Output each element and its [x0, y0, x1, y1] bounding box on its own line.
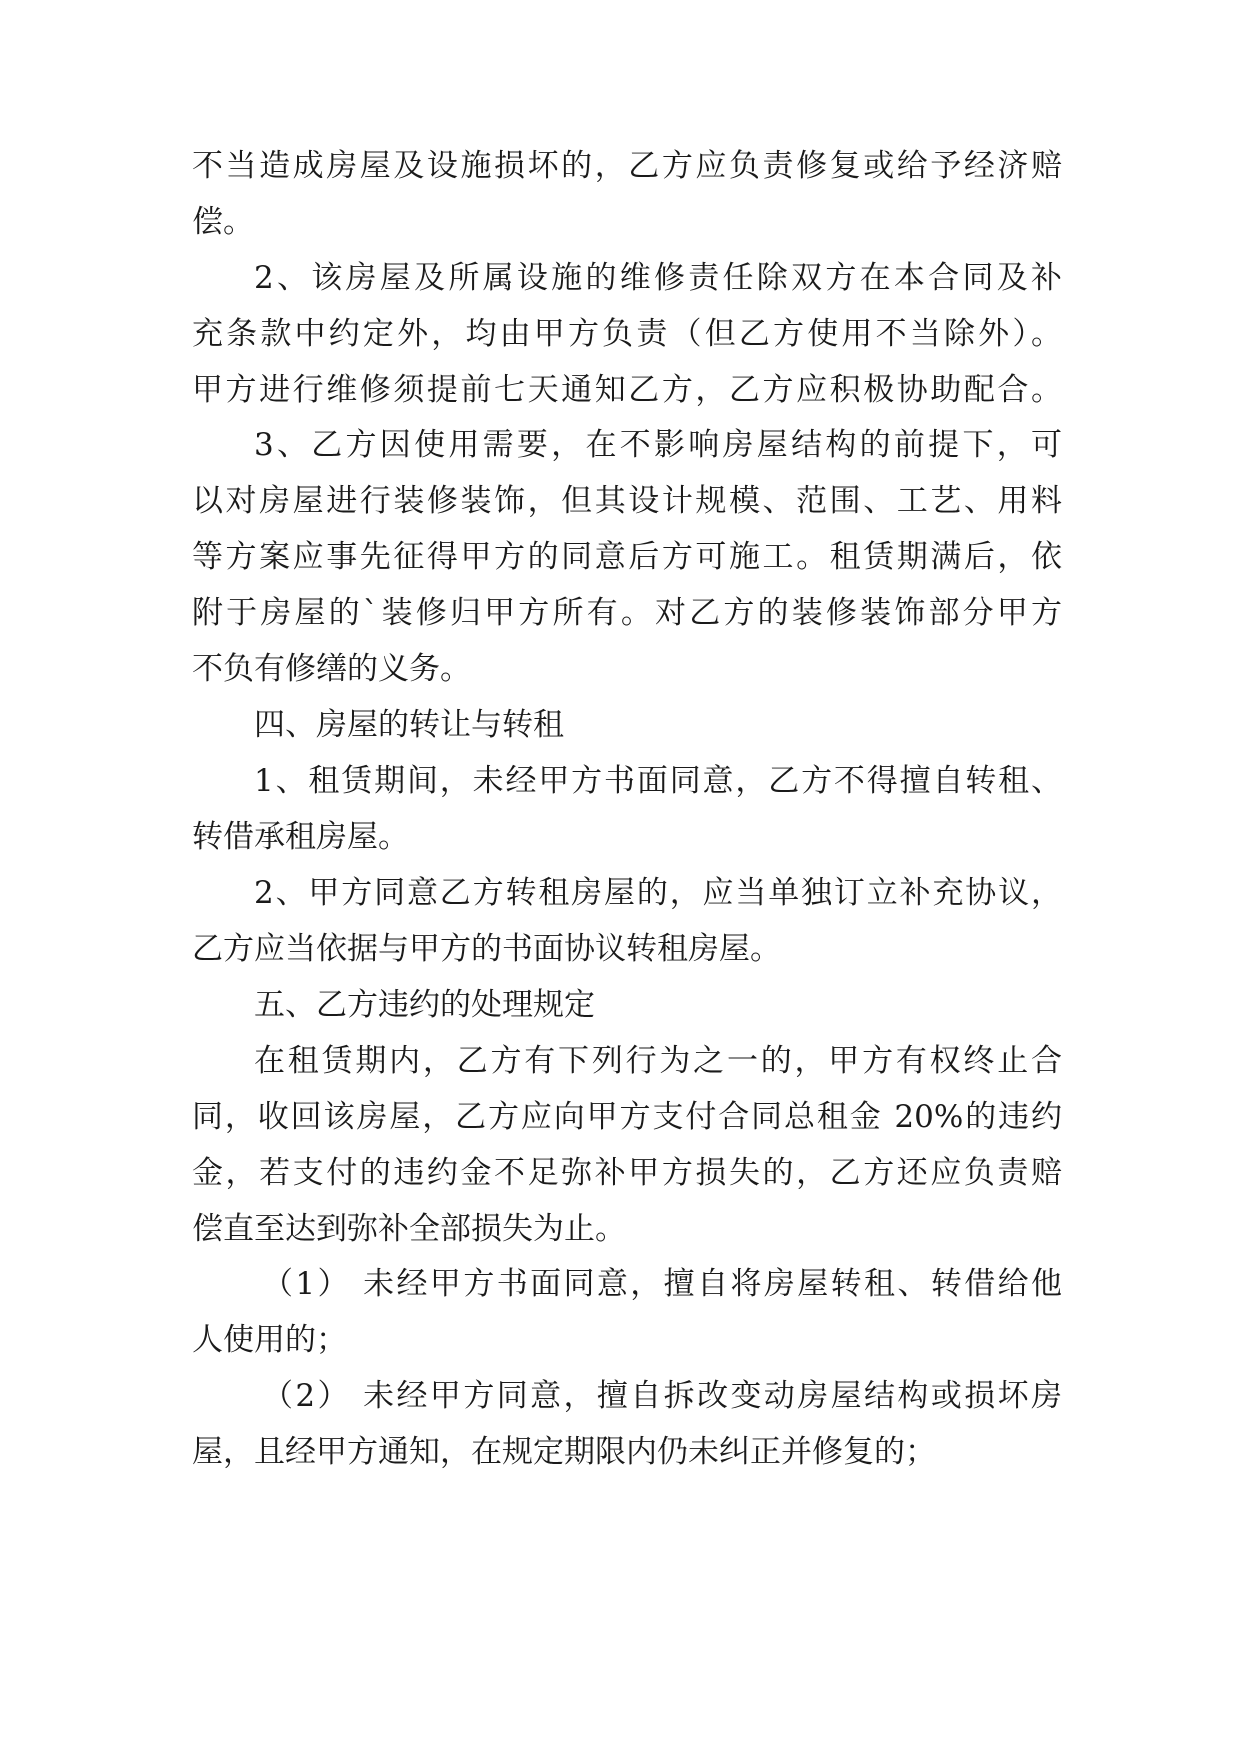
text-line: 2、该房屋及所属设施的维修责任除双方在本合同及补: [254, 260, 1062, 296]
text-line: 1、租赁期间，未经甲方书面同意，乙方不得擅自转租、: [254, 763, 1062, 799]
text-line: 人使用的；: [192, 1322, 347, 1358]
text-line: 金，若支付的违约金不足弥补甲方损失的，乙方还应负责赔: [192, 1155, 1062, 1191]
text-line: （1） 未经甲方书面同意，擅自将房屋转租、转借给他: [262, 1266, 1062, 1302]
text-line: 3、乙方因使用需要，在不影响房屋结构的前提下，可: [254, 427, 1062, 463]
text-line: 同，收回该房屋，乙方应向甲方支付合同总租金 20%的违约: [192, 1099, 1062, 1135]
text-line: 以对房屋进行装修装饰，但其设计规模、范围、工艺、用料: [192, 483, 1062, 519]
text-line: （2） 未经甲方同意，擅自拆改变动房屋结构或损坏房: [262, 1378, 1062, 1414]
text-line: 不负有修缮的义务。: [192, 651, 471, 687]
text-line: 不当造成房屋及设施损坏的，乙方应负责修复或给予经济赔: [192, 148, 1062, 184]
text-line: 甲方进行维修须提前七天通知乙方，乙方应积极协助配合。: [192, 372, 1062, 408]
section-heading: 五、乙方违约的处理规定: [254, 987, 595, 1023]
text-line: 屋，且经甲方通知，在规定期限内仍未纠正并修复的；: [192, 1434, 936, 1470]
section-heading: 四、房屋的转让与转租: [254, 707, 564, 743]
text-line: 乙方应当依据与甲方的书面协议转租房屋。: [192, 931, 781, 967]
text-line: 充条款中约定外，均由甲方负责（但乙方使用不当除外）。: [192, 316, 1062, 352]
text-line: 偿。: [192, 204, 254, 240]
text-line: 等方案应事先征得甲方的同意后方可施工。租赁期满后，依: [192, 539, 1062, 575]
text-line: 转借承租房屋。: [192, 819, 409, 855]
text-line: 附于房屋的`装修归甲方所有。对乙方的装修装饰部分甲方: [192, 595, 1062, 631]
text-line: 偿直至达到弥补全部损失为止。: [192, 1211, 626, 1247]
text-line: 2、甲方同意乙方转租房屋的，应当单独订立补充协议，: [254, 875, 1062, 911]
text-line: 在租赁期内，乙方有下列行为之一的，甲方有权终止合: [254, 1043, 1062, 1079]
